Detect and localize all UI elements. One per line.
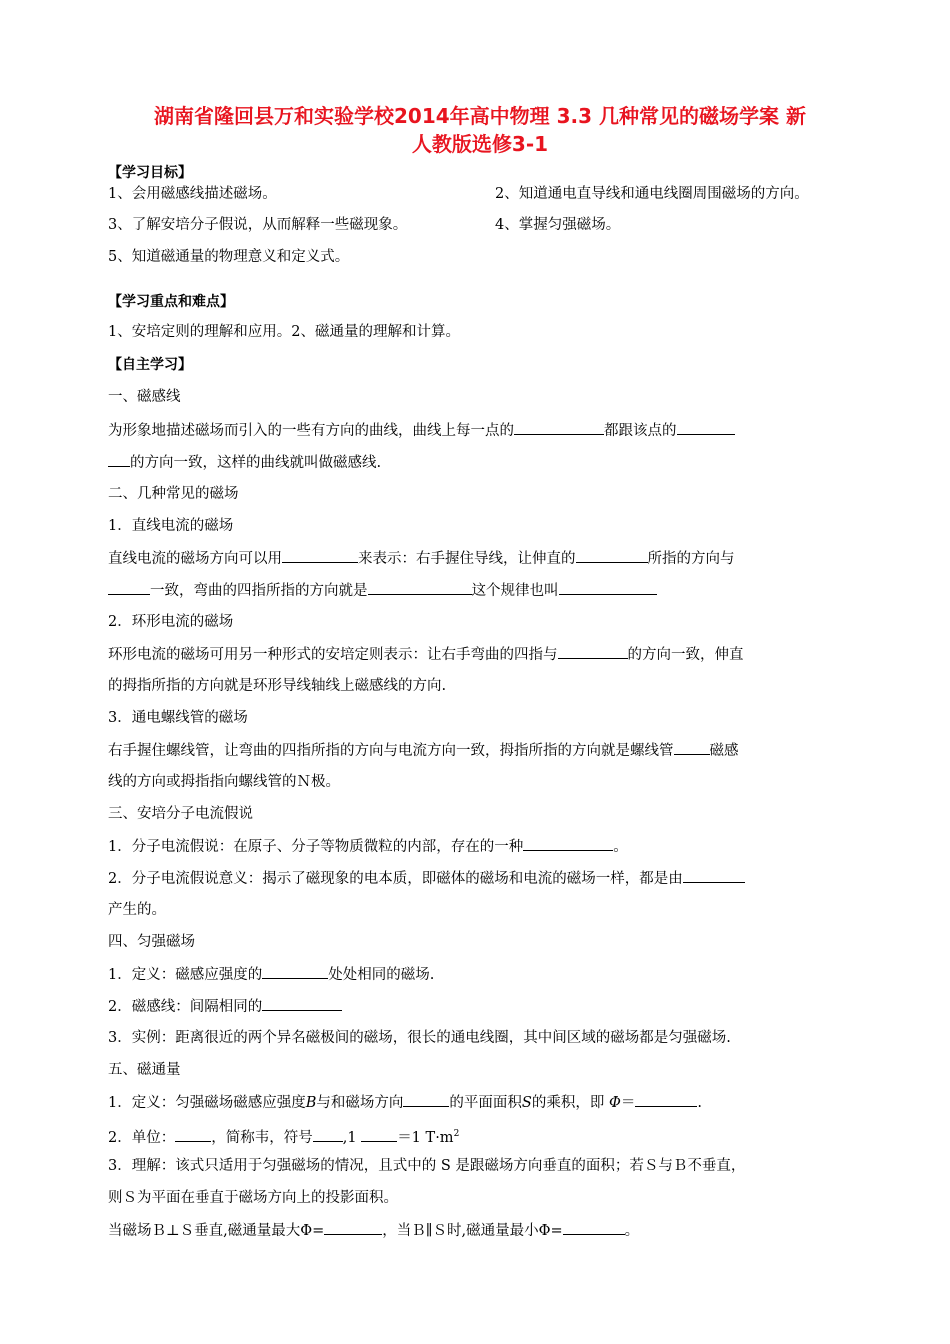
section-5-item-2	[108, 1124, 848, 1148]
text-span: 为形象地描述磁场而引入的一些有方向的曲线，曲线上每一点的	[108, 423, 514, 439]
section-2-heading: 二、几种常见的磁场	[108, 486, 239, 502]
fill-blank[interactable]	[558, 644, 628, 659]
text-span: .	[697, 1095, 702, 1111]
text-span: 当磁场Ｂ⊥Ｓ垂直,磁通量最大Φ=	[108, 1223, 325, 1239]
section-1-para-line2	[108, 452, 848, 473]
section-5-heading: 五、磁通量	[108, 1062, 181, 1078]
text-span: 一致，弯曲的四指所指的方向就是	[150, 583, 368, 599]
fill-blank[interactable]	[403, 1092, 449, 1107]
section-4-item-3: 3．实例：距离很近的两个异名磁极间的磁场，很长的通电线圈，其中间区域的磁场都是匀强磁场.	[108, 1030, 731, 1046]
fill-blank[interactable]	[175, 1127, 211, 1142]
text-span: 1．定义：匀强磁场磁感应强度	[108, 1095, 306, 1111]
text-span: 。	[613, 839, 628, 855]
section-2-2-para-line1	[108, 644, 848, 665]
document-title-line2: 人教版选修3-1	[411, 132, 549, 156]
fill-blank[interactable]	[282, 548, 358, 563]
text-span: ＝1 T·m	[397, 1129, 454, 1146]
section-3-heading: 三、安培分子电流假说	[108, 806, 253, 822]
text-span: 。	[624, 1223, 640, 1239]
text-span: 处处相同的磁场.	[328, 967, 435, 983]
section-3-item-2-line1	[108, 868, 848, 889]
text-span: 的方向一致，这样的曲线就叫做磁感线.	[130, 455, 382, 471]
fill-blank[interactable]	[674, 740, 710, 755]
section-3-item-1	[108, 836, 848, 857]
section-2-1-heading: 1．直线电流的磁场	[108, 518, 234, 534]
goal-item: 1、会用磁感线描述磁场。	[108, 186, 277, 202]
goals-row-1	[108, 184, 848, 204]
fill-blank[interactable]	[361, 1127, 397, 1142]
section-5-item-4	[108, 1220, 848, 1241]
text-span: 所指的方向与	[647, 551, 735, 567]
text-span: 这个规律也叫	[471, 583, 559, 599]
section-5-item-3-line2: 则Ｓ为平面在垂直于磁场方向上的投影面积。	[108, 1190, 398, 1206]
section-3-item-2-line2: 产生的。	[108, 902, 166, 918]
symbol-B: B	[305, 1095, 317, 1111]
text-span: ,1	[342, 1129, 357, 1146]
key-points-text: 1、安培定则的理解和应用。2、磁通量的理解和计算。	[108, 324, 460, 340]
section-2-1-para-line2	[108, 580, 848, 601]
fill-blank[interactable]	[324, 1220, 382, 1235]
text-span: 1．分子电流假说：在原子、分子等物质微粒的内部，存在的一种	[108, 839, 524, 855]
text-span: 与和磁场方向	[316, 1095, 404, 1111]
text-span: 右手握住螺线管，让弯曲的四指所指的方向与电流方向一致，拇指所指的方向就是螺线管	[108, 743, 674, 759]
text-span: 都跟该点的	[604, 423, 677, 439]
text-span: 2．磁感线：间隔相同的	[108, 999, 263, 1015]
section-2-1-para-line1	[108, 548, 848, 569]
symbol-S: S	[521, 1095, 532, 1111]
fill-blank[interactable]	[108, 580, 150, 595]
text-span: ，简称韦，符号	[211, 1129, 313, 1146]
fill-blank[interactable]	[514, 420, 604, 435]
fill-blank[interactable]	[523, 836, 613, 851]
text-span: 环形电流的磁场可用另一种形式的安培定则表示：让右手弯曲的四指与	[108, 647, 558, 663]
text-span: 2．分子电流假说意义：揭示了磁现象的电本质，即磁体的磁场和电流的磁场一样，都是由	[108, 871, 683, 887]
section-4-item-2	[108, 996, 848, 1017]
section-1-heading: 一、磁感线	[108, 389, 181, 405]
fill-blank[interactable]	[635, 1092, 697, 1107]
section-5-item-3-line1: 3．理解：该式只适用于匀强磁场的情况，且式中的 S 是跟磁场方向垂直的面积；若Ｓ与Ｂ不垂直，	[108, 1158, 746, 1174]
text-span: ，当Ｂ∥Ｓ时,磁通量最小Φ=	[382, 1223, 563, 1239]
section-2-2-heading: 2．环形电流的磁场	[108, 614, 234, 630]
fill-blank[interactable]	[683, 868, 745, 883]
section-2-2-para-line2: 的拇指所指的方向就是环形导线轴线上磁感线的方向.	[108, 678, 447, 694]
text-span: 2．单位：	[108, 1129, 176, 1146]
goal-item: 2、知道通电直导线和通电线圈周围磁场的方向。	[495, 186, 809, 202]
fill-blank[interactable]	[262, 996, 342, 1011]
fill-blank[interactable]	[677, 420, 735, 435]
fill-blank[interactable]	[108, 452, 130, 467]
goals-heading: 【学习目标】	[108, 165, 192, 181]
text-span: 的方向一致，伸直	[627, 647, 744, 663]
section-2-3-para-line2: 线的方向或拇指指向螺线管的Ｎ极。	[108, 774, 340, 790]
superscript: 2	[453, 1129, 460, 1139]
goal-item: 5、知道磁通量的物理意义和定义式。	[108, 249, 350, 265]
fill-blank[interactable]	[576, 548, 648, 563]
key-points-heading: 【学习重点和难点】	[108, 294, 234, 310]
fill-blank[interactable]	[368, 580, 472, 595]
section-4-item-1	[108, 964, 848, 985]
fill-blank[interactable]	[559, 580, 657, 595]
text-span: 直线电流的磁场方向可以用	[108, 551, 282, 567]
text-span: 磁感	[709, 743, 739, 759]
text-span: 来表示：右手握住导线，让伸直的	[358, 551, 576, 567]
goals-row-2	[108, 215, 848, 235]
text-span: 的平面面积	[449, 1095, 522, 1111]
fill-blank[interactable]	[262, 964, 328, 979]
section-2-3-para-line1	[108, 740, 848, 761]
text-span: 1．定义：磁感应强度的	[108, 967, 263, 983]
text-span: 的乘积，即	[531, 1095, 605, 1111]
section-5-item-1	[108, 1092, 848, 1113]
goal-item: 4、掌握匀强磁场。	[495, 217, 621, 233]
text-span: ＝	[620, 1095, 636, 1111]
self-study-heading: 【自主学习】	[108, 357, 192, 373]
document-title-line1: 湖南省隆回县万和实验学校2014年高中物理 3.3 几种常见的磁场学案 新	[154, 104, 806, 128]
goal-item: 3、了解安培分子假说，从而解释一些磁现象。	[108, 217, 408, 233]
fill-blank[interactable]	[313, 1127, 343, 1142]
section-4-heading: 四、匀强磁场	[108, 934, 195, 950]
section-2-3-heading: 3．通电螺线管的磁场	[108, 710, 248, 726]
symbol-phi: Φ	[608, 1095, 621, 1111]
fill-blank[interactable]	[563, 1220, 625, 1235]
section-1-para-line1	[108, 420, 848, 441]
